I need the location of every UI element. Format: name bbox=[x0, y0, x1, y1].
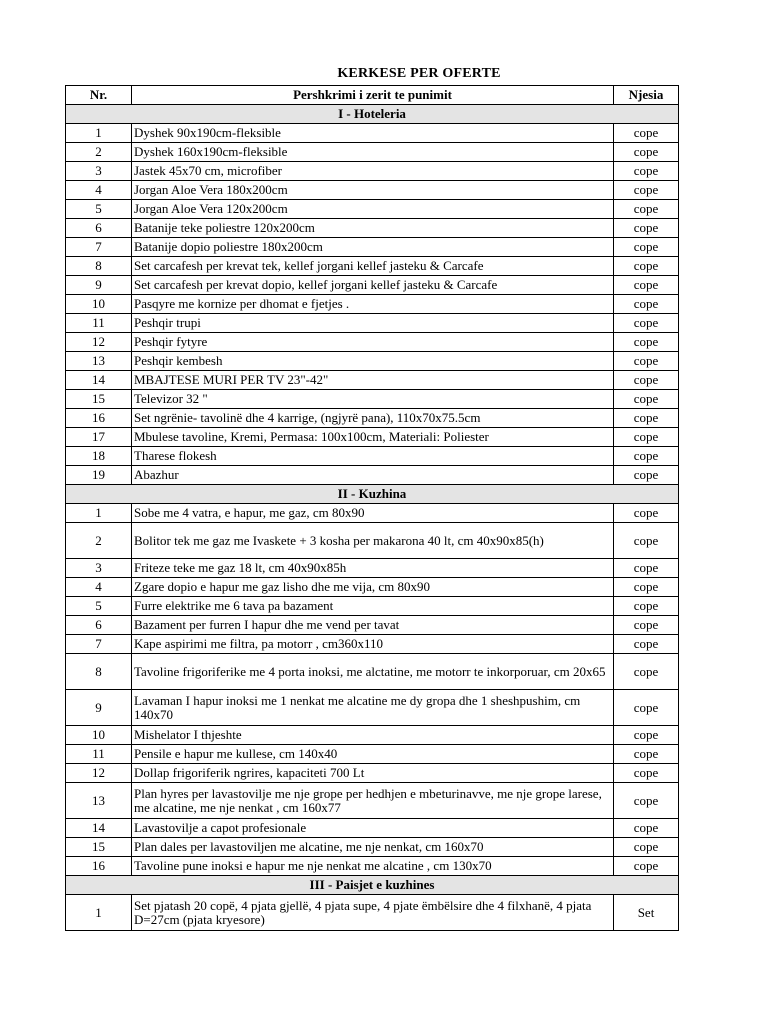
item-number: 19 bbox=[66, 466, 132, 485]
item-description: Jastek 45x70 cm, microfiber bbox=[132, 162, 614, 181]
table-row bbox=[66, 635, 679, 654]
item-description: Mishelator I thjeshte bbox=[132, 726, 614, 745]
item-description: Kape aspirimi me filtra, pa motorr , cm360x110 bbox=[132, 635, 614, 654]
table-row bbox=[66, 447, 679, 466]
item-number: 4 bbox=[66, 578, 132, 597]
item-number: 16 bbox=[66, 409, 132, 428]
item-unit: Set bbox=[614, 895, 679, 931]
item-description: Tharese flokesh bbox=[132, 447, 614, 466]
table-row bbox=[66, 200, 679, 219]
item-number: 2 bbox=[66, 523, 132, 559]
table-row bbox=[66, 124, 679, 143]
item-unit: cope bbox=[614, 819, 679, 838]
table-row bbox=[66, 504, 679, 523]
table-row bbox=[66, 764, 679, 783]
table-row bbox=[66, 597, 679, 616]
item-description: Set ngrënie- tavolinë dhe 4 karrige, (ngjyrë pana), 110x70x75.5cm bbox=[132, 409, 614, 428]
item-number: 8 bbox=[66, 654, 132, 690]
table-row bbox=[66, 578, 679, 597]
item-unit: cope bbox=[614, 857, 679, 876]
item-description: Set pjatash 20 copë, 4 pjata gjellë, 4 pjata supe, 4 pjate ëmbëlsire dhe 4 filxhanë, 4 pjata D=27cm (pjata kryesore) bbox=[132, 895, 614, 931]
item-number: 7 bbox=[66, 635, 132, 654]
item-description: Plan hyres per lavastovilje me nje grope per hedhjen e mbeturinavve, me nje grope larese, me alcatine, me nje nenkat , cm 160x77 bbox=[132, 783, 614, 819]
item-number: 11 bbox=[66, 314, 132, 333]
section-title: II - Kuzhina bbox=[66, 485, 679, 504]
item-unit: cope bbox=[614, 764, 679, 783]
document-title: KERKESE PER OFERTE bbox=[337, 66, 501, 81]
item-number: 6 bbox=[66, 616, 132, 635]
table-row bbox=[66, 690, 679, 726]
item-description: Jorgan Aloe Vera 120x200cm bbox=[132, 200, 614, 219]
item-unit: cope bbox=[614, 447, 679, 466]
item-number: 2 bbox=[66, 143, 132, 162]
table-row bbox=[66, 745, 679, 764]
item-unit: cope bbox=[614, 200, 679, 219]
item-unit: cope bbox=[614, 690, 679, 726]
item-description: Set carcafesh per krevat tek, kellef jorgani kellef jasteku & Carcafe bbox=[132, 257, 614, 276]
item-number: 14 bbox=[66, 819, 132, 838]
item-unit: cope bbox=[614, 314, 679, 333]
item-unit: cope bbox=[614, 523, 679, 559]
item-number: 4 bbox=[66, 181, 132, 200]
item-number: 3 bbox=[66, 162, 132, 181]
header-unit: Njesia bbox=[614, 86, 679, 105]
item-description: Pasqyre me kornize per dhomat e fjetjes . bbox=[132, 295, 614, 314]
table-row bbox=[66, 181, 679, 200]
section-header-row bbox=[66, 876, 679, 895]
item-unit: cope bbox=[614, 238, 679, 257]
item-description: Batanije teke poliestre 120x200cm bbox=[132, 219, 614, 238]
item-description: Peshqir fytyre bbox=[132, 333, 614, 352]
item-number: 1 bbox=[66, 504, 132, 523]
table-row bbox=[66, 559, 679, 578]
item-number: 1 bbox=[66, 895, 132, 931]
item-unit: cope bbox=[614, 409, 679, 428]
item-description: Peshqir kembesh bbox=[132, 352, 614, 371]
item-unit: cope bbox=[614, 219, 679, 238]
item-number: 11 bbox=[66, 745, 132, 764]
item-unit: cope bbox=[614, 559, 679, 578]
item-description: Mbulese tavoline, Kremi, Permasa: 100x100cm, Materiali: Poliester bbox=[132, 428, 614, 447]
item-description: Televizor 32 " bbox=[132, 390, 614, 409]
item-unit: cope bbox=[614, 635, 679, 654]
item-unit: cope bbox=[614, 333, 679, 352]
item-description: Friteze teke me gaz 18 lt, cm 40x90x85h bbox=[132, 559, 614, 578]
item-unit: cope bbox=[614, 295, 679, 314]
table-row bbox=[66, 838, 679, 857]
table-row bbox=[66, 371, 679, 390]
item-unit: cope bbox=[614, 726, 679, 745]
table-row bbox=[66, 857, 679, 876]
table-row bbox=[66, 238, 679, 257]
table-row bbox=[66, 466, 679, 485]
table-row bbox=[66, 616, 679, 635]
table-row bbox=[66, 390, 679, 409]
item-unit: cope bbox=[614, 276, 679, 295]
section-header-row bbox=[66, 105, 679, 124]
item-unit: cope bbox=[614, 654, 679, 690]
offer-request-table bbox=[65, 85, 679, 931]
item-number: 12 bbox=[66, 333, 132, 352]
item-description: Dollap frigoriferik ngrires, kapaciteti 700 Lt bbox=[132, 764, 614, 783]
item-number: 8 bbox=[66, 257, 132, 276]
section-title: III - Paisjet e kuzhines bbox=[66, 876, 679, 895]
item-unit: cope bbox=[614, 257, 679, 276]
section-title: I - Hoteleria bbox=[66, 105, 679, 124]
item-unit: cope bbox=[614, 597, 679, 616]
item-description: Peshqir trupi bbox=[132, 314, 614, 333]
item-unit: cope bbox=[614, 124, 679, 143]
item-description: Tavoline frigoriferike me 4 porta inoksi, me alctatine, me motorr te inkorporuar, cm 20x65 bbox=[132, 654, 614, 690]
item-number: 17 bbox=[66, 428, 132, 447]
item-unit: cope bbox=[614, 838, 679, 857]
item-number: 3 bbox=[66, 559, 132, 578]
item-number: 5 bbox=[66, 597, 132, 616]
item-number: 18 bbox=[66, 447, 132, 466]
item-number: 5 bbox=[66, 200, 132, 219]
item-description: Furre elektrike me 6 tava pa bazament bbox=[132, 597, 614, 616]
item-description: Lavaman I hapur inoksi me 1 nenkat me alcatine me dy gropa dhe 1 sheshpushim, cm 140x70 bbox=[132, 690, 614, 726]
table-row bbox=[66, 219, 679, 238]
item-description: Dyshek 160x190cm-fleksible bbox=[132, 143, 614, 162]
item-unit: cope bbox=[614, 616, 679, 635]
item-description: Jorgan Aloe Vera 180x200cm bbox=[132, 181, 614, 200]
table-row bbox=[66, 819, 679, 838]
item-description: Abazhur bbox=[132, 466, 614, 485]
table-row bbox=[66, 143, 679, 162]
table-row bbox=[66, 333, 679, 352]
item-unit: cope bbox=[614, 371, 679, 390]
item-number: 9 bbox=[66, 690, 132, 726]
table-row bbox=[66, 276, 679, 295]
table-row bbox=[66, 352, 679, 371]
item-unit: cope bbox=[614, 578, 679, 597]
item-unit: cope bbox=[614, 162, 679, 181]
item-number: 15 bbox=[66, 390, 132, 409]
table-row bbox=[66, 523, 679, 559]
table-row bbox=[66, 295, 679, 314]
item-description: Dyshek 90x190cm-fleksible bbox=[132, 124, 614, 143]
item-number: 9 bbox=[66, 276, 132, 295]
table-header-row bbox=[66, 86, 679, 105]
item-unit: cope bbox=[614, 181, 679, 200]
table-row bbox=[66, 783, 679, 819]
item-unit: cope bbox=[614, 745, 679, 764]
item-number: 14 bbox=[66, 371, 132, 390]
table-row bbox=[66, 314, 679, 333]
item-description: Plan dales per lavastoviljen me alcatine, me nje nenkat, cm 160x70 bbox=[132, 838, 614, 857]
item-number: 6 bbox=[66, 219, 132, 238]
item-description: Lavastovilje a capot profesionale bbox=[132, 819, 614, 838]
item-unit: cope bbox=[614, 466, 679, 485]
table-row bbox=[66, 409, 679, 428]
item-unit: cope bbox=[614, 352, 679, 371]
item-description: Bolitor tek me gaz me Ivaskete + 3 kosha per makarona 40 lt, cm 40x90x85(h) bbox=[132, 523, 614, 559]
section-header-row bbox=[66, 485, 679, 504]
item-number: 13 bbox=[66, 783, 132, 819]
item-number: 7 bbox=[66, 238, 132, 257]
item-description: Tavoline pune inoksi e hapur me nje nenkat me alcatine , cm 130x70 bbox=[132, 857, 614, 876]
item-description: Batanije dopio poliestre 180x200cm bbox=[132, 238, 614, 257]
item-number: 10 bbox=[66, 295, 132, 314]
item-number: 16 bbox=[66, 857, 132, 876]
header-description: Pershkrimi i zerit te punimit bbox=[132, 86, 614, 105]
table-row bbox=[66, 654, 679, 690]
item-unit: cope bbox=[614, 390, 679, 409]
item-number: 10 bbox=[66, 726, 132, 745]
table-row bbox=[66, 895, 679, 931]
item-number: 13 bbox=[66, 352, 132, 371]
table-body bbox=[66, 105, 679, 931]
item-number: 12 bbox=[66, 764, 132, 783]
table-row bbox=[66, 726, 679, 745]
item-description: Sobe me 4 vatra, e hapur, me gaz, cm 80x90 bbox=[132, 504, 614, 523]
header-nr: Nr. bbox=[66, 86, 132, 105]
item-unit: cope bbox=[614, 783, 679, 819]
item-description: Bazament per furren I hapur dhe me vend per tavat bbox=[132, 616, 614, 635]
item-description: Pensile e hapur me kullese, cm 140x40 bbox=[132, 745, 614, 764]
table-row bbox=[66, 428, 679, 447]
item-description: Set carcafesh per krevat dopio, kellef jorgani kellef jasteku & Carcafe bbox=[132, 276, 614, 295]
item-unit: cope bbox=[614, 428, 679, 447]
item-unit: cope bbox=[614, 504, 679, 523]
item-number: 15 bbox=[66, 838, 132, 857]
table-row bbox=[66, 257, 679, 276]
item-description: MBAJTESE MURI PER TV 23"-42" bbox=[132, 371, 614, 390]
item-number: 1 bbox=[66, 124, 132, 143]
item-description: Zgare dopio e hapur me gaz lisho dhe me vija, cm 80x90 bbox=[132, 578, 614, 597]
item-unit: cope bbox=[614, 143, 679, 162]
table-row bbox=[66, 162, 679, 181]
